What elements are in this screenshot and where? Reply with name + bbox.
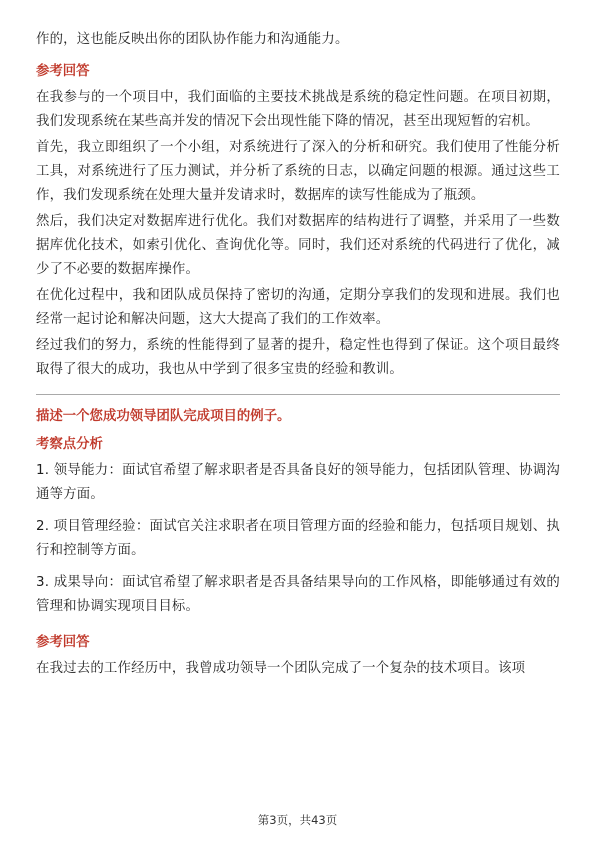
answer-paragraph: 首先，我立即组织了一个小组，对系统进行了深入的分析和研究。我们使用了性能分析工具，对系统进行了压力测试，并分析了系统的日志，以确定问题的根源。通过这些工作，我们发现系统在处理大量并发请求时，数据库的读写性能成为了瓶颈。	[36, 140, 560, 203]
page-number-footer: 第3页，共43页	[257, 813, 338, 827]
intro-tail-text: 作的，这也能反映出你的团队协作能力和沟通能力。	[36, 32, 349, 47]
question-title: 描述一个您成功领导团队完成项目的例子。	[36, 409, 291, 424]
analysis-label: 考察点分析	[36, 437, 103, 452]
answer-paragraph: 在优化过程中，我和团队成员保持了密切的沟通，定期分享我们的发现和进展。我们也经常一起讨论和解决问题，这大大提高了我们的工作效率。	[36, 288, 560, 327]
answer-label: 参考回答	[36, 635, 90, 650]
section-divider	[36, 394, 560, 395]
analysis-point: 2. 项目管理经验：面试官关注求职者在项目管理方面的经验和能力，包括项目规划、执行和控制等方面。	[36, 519, 560, 558]
answer-paragraph: 在我参与的一个项目中，我们面临的主要技术挑战是系统的稳定性问题。在项目初期，我们发现系统在某些高并发的情况下会出现性能下降的情况，甚至出现短暂的宕机。	[36, 90, 560, 129]
answer-paragraph: 然后，我们决定对数据库进行优化。我们对数据库的结构进行了调整，并采用了一些数据库优化技术，如索引优化、查询优化等。同时，我们还对系统的代码进行了优化，减少了不必要的数据库操作。	[36, 214, 560, 277]
analysis-point: 3. 成果导向：面试官希望了解求职者是否具备结果导向的工作风格，即能够通过有效的管理和协调实现项目目标。	[36, 575, 560, 614]
document-page	[36, 28, 560, 681]
answer-paragraph: 经过我们的努力，系统的性能得到了显著的提升，稳定性也得到了保证。这个项目最终取得了很大的成功，我也从中学到了很多宝贵的经验和教训。	[36, 338, 560, 377]
answer-paragraph: 在我过去的工作经历中，我曾成功领导一个团队完成了一个复杂的技术项目。该项	[36, 661, 526, 676]
answer-label: 参考回答	[36, 64, 90, 79]
analysis-point: 1. 领导能力：面试官希望了解求职者是否具备良好的领导能力，包括团队管理、协调沟通等方面。	[36, 463, 560, 502]
